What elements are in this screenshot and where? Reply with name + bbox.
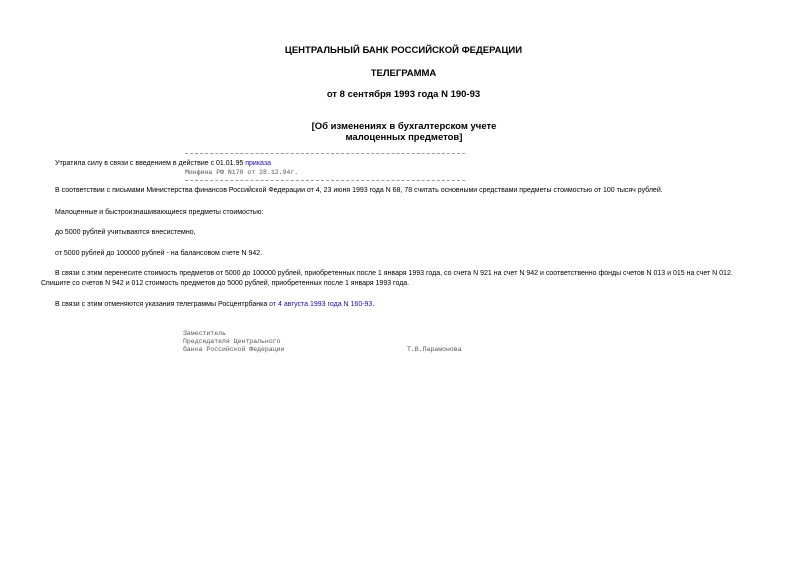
paragraph-1: В соответствии с письмами Министерства финансов Российской Федерации от 4, 23 июня 1993 года N 68, 78 считать основными средствами предметы стоимостью от 100 тысяч рублей.: [55, 187, 663, 194]
signature-title-1: Заместитель: [183, 330, 226, 337]
order-link[interactable]: приказа: [245, 160, 271, 167]
title-line-2: малоценных предметов]: [345, 132, 463, 143]
paragraph-2: Малоценные и быстроизнашивающиеся предметы стоимостью:: [55, 209, 264, 216]
separator-bottom: [185, 180, 465, 181]
paragraph-6-text: В связи с этим отменяются указания телеграммы Росцентрбанка: [55, 301, 270, 308]
paragraph-4: от 5000 рублей до 100000 рублей - на балансовом счете N 942.: [55, 250, 263, 257]
paragraph-5-line-1: В связи с этим перенесите стоимость предметов от 5000 до 100000 рублей, приобретенных после 1 января 1993 года, со счета N 921 на счет N 942 и соответственно фонды счетов N 013 и 015 на счет N 012.: [55, 270, 733, 277]
status-note: [55, 159, 271, 168]
paragraph-3: до 5000 рублей учитываются внесистемно,: [55, 229, 196, 236]
title-line-1: [Об изменениях в бухгалтерском учете: [311, 121, 497, 132]
signature-title-3: банка Российской Федерации: [183, 346, 285, 353]
paragraph-5-line-2: Спишите со счетов N 942 и 012 стоимость предметов до 5000 рублей, приобретенных после 1 января 1993 года.: [41, 280, 410, 287]
org-name: ЦЕНТРАЛЬНЫЙ БАНК РОССИЙСКОЙ ФЕДЕРАЦИИ: [284, 45, 523, 56]
document-title: [304, 121, 504, 143]
separator-top: [185, 153, 465, 154]
status-note-reference: Минфина РФ N170 от 28.12.94г.: [185, 169, 299, 176]
signature-title-2: Председателя Центрального: [183, 338, 281, 345]
telegram-160-93-link[interactable]: от 4 августа 1993 года N 160-93: [269, 301, 373, 308]
document-type: ТЕЛЕГРАММА: [370, 68, 437, 79]
status-note-text: Утратила силу в связи с введением в действие с 01.01.95: [55, 160, 246, 167]
signatory-name: Т.В.Парамонова: [407, 346, 462, 353]
document-date-number: от 8 сентября 1993 года N 190-93: [326, 89, 481, 100]
paragraph-6: [55, 300, 374, 309]
paragraph-6-end: .: [372, 301, 375, 308]
